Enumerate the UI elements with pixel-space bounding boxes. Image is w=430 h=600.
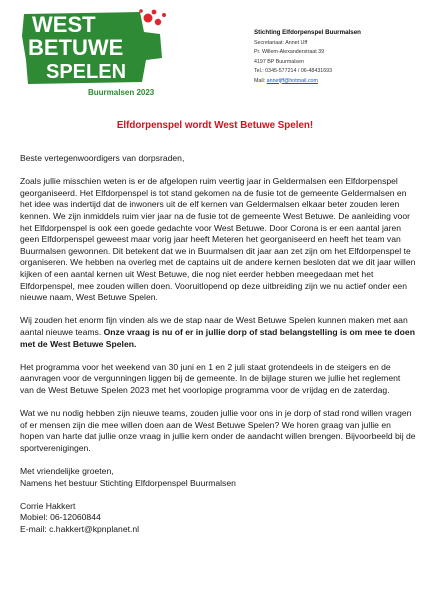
letter-body <box>20 153 416 536</box>
sender-street: Pr. Willem-Alexanderstraat 39 <box>254 49 325 55</box>
paragraph-program: Het programma voor het weekend van 30 juni en 1 en 2 juli staat grotendeels in de steigers en de aanvragen voor de vergunningen liggen bij de gemeente. In de bijlage sturen we jullie het reglement van de West Betuwe Spelen 2023 met het voorlopige programma voor de vrijdag en de zaterdag. <box>20 361 401 395</box>
logo-line-2: BETUWE <box>28 35 124 60</box>
logo-subtitle: Buurmalsen 2023 <box>88 88 155 97</box>
closing-block <box>20 466 416 489</box>
sender-mail-label: Mail: <box>254 77 266 84</box>
sender-mail-link[interactable]: annetjff@hotmail.com <box>266 77 318 84</box>
signer-email: E-mail: c.hakkert@kpnplanet.nl <box>20 524 140 534</box>
request-text: Wij zouden het enorm fijn vinden als we de stap naar de West Betuwe Spelen kunnen maken met aan aantal nieuwe teams. <box>20 315 408 337</box>
paragraph-request <box>20 315 416 350</box>
signer-name: Corrie Hakkert <box>20 500 76 511</box>
logo-line-1: WEST <box>32 12 96 37</box>
closing-greeting: Met vriendelijke groeten, <box>20 466 114 477</box>
west-betuwe-spelen-logo <box>20 8 170 100</box>
signer-mobile: Mobiel: 06-12060844 <box>20 512 101 523</box>
sender-city: 4197 BP Buurmalsen <box>254 58 304 65</box>
signature-block <box>20 501 416 536</box>
logo-line-3: SPELEN <box>46 61 127 83</box>
request-question: Onze vraag is nu of er in jullie dorp of stad belangstelling is om mee te doen met de West Betuwe Spelen. <box>20 326 415 349</box>
paragraph-intro: Zoals jullie misschien weten is er de afgelopen ruim veertig jaar in Geldermalsen een Elfdorpenspel georganiseerd. Het Elfdorpenspel is tot stand gekomen na de fusie tot de gemeente Geldermalsen en het idee was indertijd dat de inwoners uit de elf kernen van Geldermalsen elkaar beter zouden leren kennen. We zijn inmiddels ruim vier jaar na de fusie tot de gemeente West Betuwe. De aanleiding voor het Elfdorpenspel is ook een goede gedachte voor West Betuwe. Door Corona is er een aantal jaren geen Elfdorpenspel geweest maar vorig jaar heeft Meteren het georganiseerd en heeft het team van Buurmalsen gewonnen. Dit betekent dat we in Buurmalsen dit jaar aan zet zijn om het Elfdorpenspel te organiseren. We hebben na overleg met de captains uit de andere kernen besloten dat we dit jaar willen kijken of een aantal kernen uit West Betuwe, die nog niet eerder hebben meegedaan met het Elfdorpenspel, mee zouden willen doen. Vooruitlopend op deze uitbreiding zijn we nu actief onder een nieuwe naam, West Betuwe Spelen. <box>20 176 416 303</box>
sender-address-block <box>254 28 361 86</box>
sender-secretary: Secretariaat: Annet Uff <box>254 39 308 46</box>
sender-org: Stichting Elfdorpenspel Buurmalsen <box>254 29 361 36</box>
closing-org: Namens het bestuur Stichting Elfdorpenspel Buurmalsen <box>20 477 236 488</box>
salutation: Beste vertegenwoordigers van dorpsraden, <box>20 153 185 163</box>
paragraph-teams: Wat we nu nodig hebben zijn nieuwe teams, zouden jullie voor ons in je dorp of stad rond willen vragen of er mensen zijn die mee willen doen aan de West Betuwe Spelen? We horen graag van jullie en hopen van harte dat jullie onze vraag in jullie kern onder de aandacht willen brengen. Bijvoorbeeld bij de sportverenigingen. <box>20 408 416 453</box>
sender-phone: Tel.: 0345-577214 / 06-48431693 <box>254 68 333 74</box>
sender-mail-row <box>254 77 361 87</box>
letter-title: Elfdorpenspel wordt West Betuwe Spelen! <box>116 120 314 131</box>
